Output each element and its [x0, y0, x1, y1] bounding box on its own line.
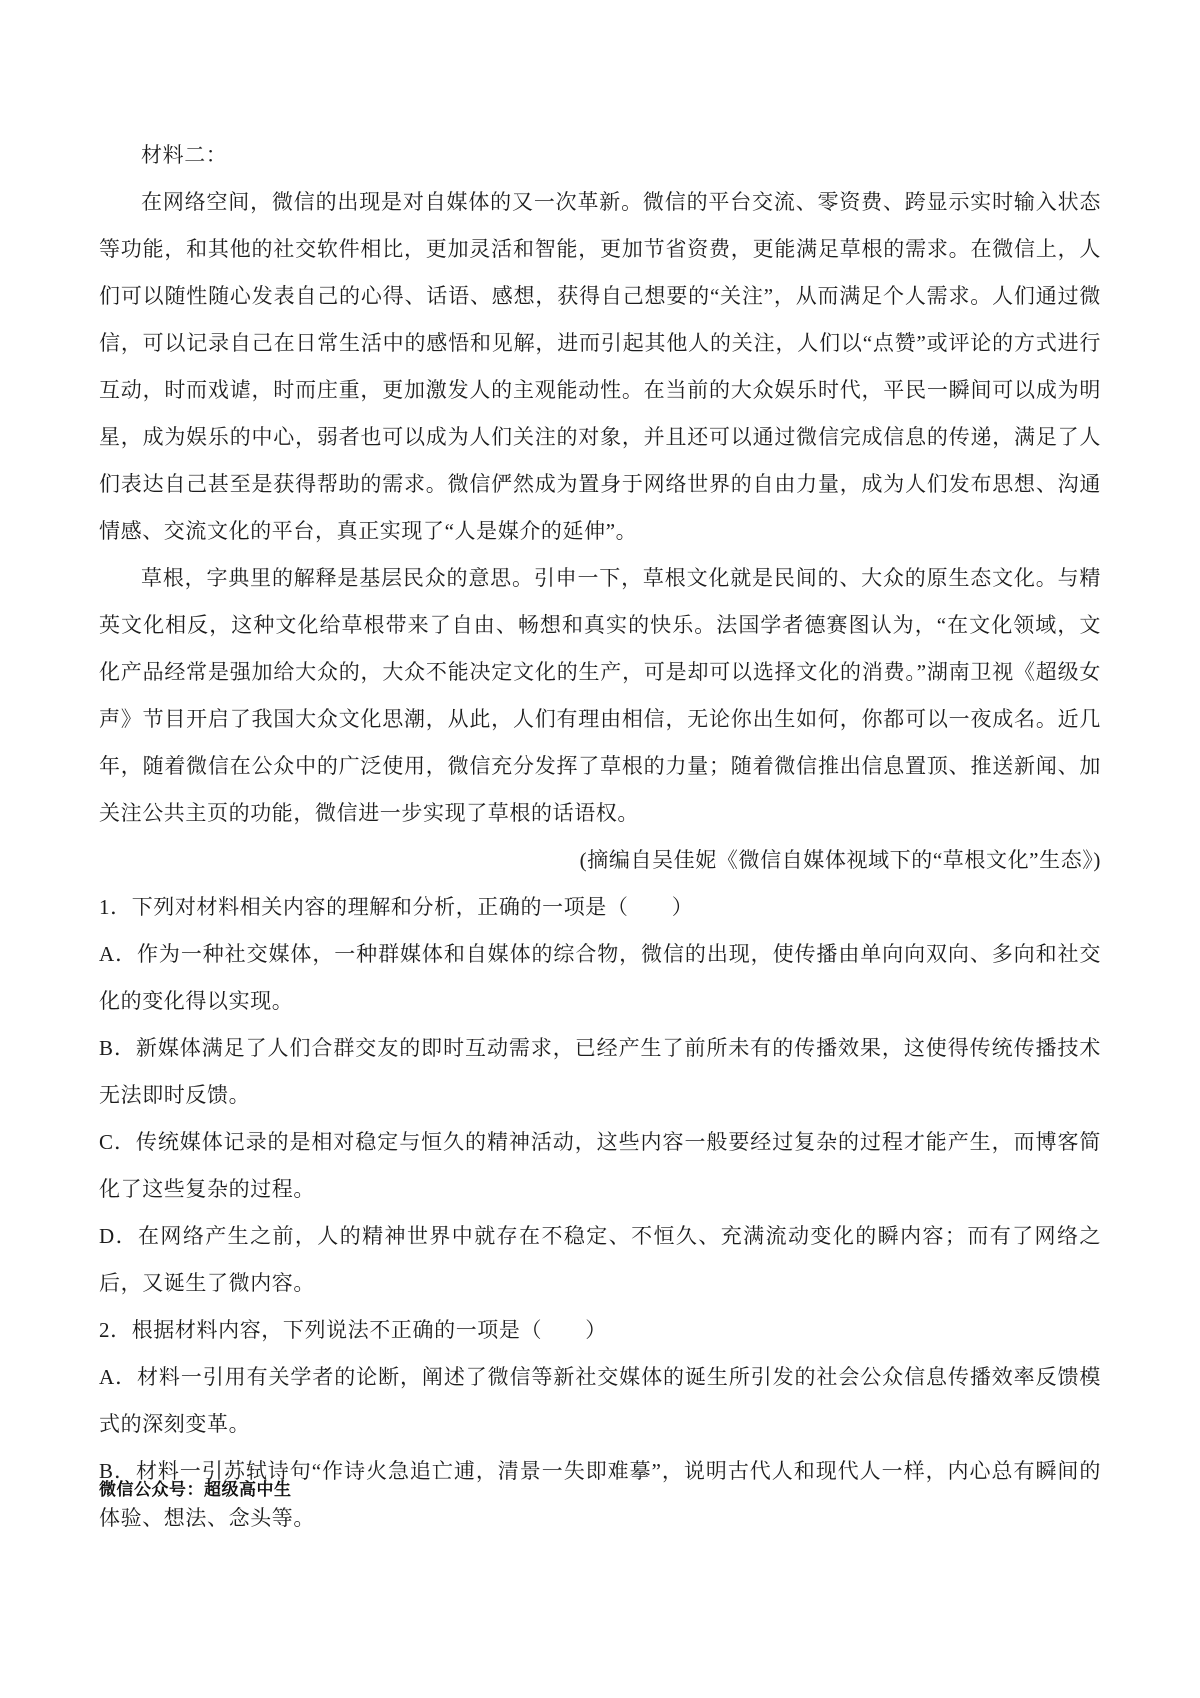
- source-attribution: (摘编自吴佳妮《微信自媒体视域下的“草根文化”生态》): [579, 848, 1101, 872]
- question-1-option-b: B．新媒体满足了人们合群交友的即时互动需求，已经产生了前所未有的传播效果，这使得传统传播技术无法即时反馈。: [99, 1036, 1101, 1107]
- question-2-stem: 2．根据材料内容，下列说法不正确的一项是（ ）: [99, 1318, 607, 1342]
- question-1-option-d: D．在网络产生之前，人的精神世界中就存在不稳定、不恒久、充满流动变化的瞬内容；而有了网络之后，又诞生了微内容。: [99, 1224, 1101, 1295]
- body-paragraph-1: 在网络空间，微信的出现是对自媒体的又一次革新。微信的平台交流、零资费、跨显示实时输入状态等功能，和其他的社交软件相比，更加灵活和智能，更加节省资费，更能满足草根的需求。在微信上，人们可以随性随心发表自己的心得、话语、感想，获得自己想要的“关注”，从而满足个人需求。人们通过微信，可以记录自己在日常生活中的感悟和见解，进而引起其他人的关注，人们以“点赞”或评论的方式进行互动，时而戏谑，时而庄重，更加激发人的主观能动性。在当前的大众娱乐时代，平民一瞬间可以成为明星，成为娱乐的中心，弱者也可以成为人们关注的对象，并且还可以通过微信完成信息的传递，满足了人们表达自己甚至是获得帮助的需求。微信俨然成为置身于网络世界的自由力量，成为人们发布思想、沟通情感、交流文化的平台，真正实现了“人是媒介的延伸”。: [99, 190, 1101, 543]
- question-1-option-c: C．传统媒体记录的是相对稳定与恒久的精神活动，这些内容一般要经过复杂的过程才能产生，而博客简化了这些复杂的过程。: [99, 1130, 1101, 1201]
- footer-watermark: 微信公众号：超级高中生: [99, 1480, 292, 1499]
- question-1-option-a: A．作为一种社交媒体，一种群媒体和自媒体的综合物，微信的出现，使传播由单向向双向、多向和社交化的变化得以实现。: [99, 942, 1101, 1013]
- question-2-option-a: A．材料一引用有关学者的论断，阐述了微信等新社交媒体的诞生所引发的社会公众信息传播效率反馈模式的深刻变革。: [99, 1365, 1101, 1436]
- question-1-stem: 1．下列对材料相关内容的理解和分析，正确的一项是（ ）: [99, 895, 694, 919]
- question-2-option-b: B．材料一引苏轼诗句“作诗火急追亡逋，清景一失即难摹”，说明古代人和现代人一样，内心总有瞬间的体验、想法、念头等。: [99, 1459, 1101, 1530]
- body-paragraph-2: 草根，字典里的解释是基层民众的意思。引申一下，草根文化就是民间的、大众的原生态文化。与精英文化相反，这种文化给草根带来了自由、畅想和真实的快乐。法国学者德赛图认为，“在文化领域，文化产品经常是强加给大众的，大众不能决定文化的生产，可是却可以选择文化的消费。”湖南卫视《超级女声》节目开启了我国大众文化思潮，从此，人们有理由相信，无论你出生如何，你都可以一夜成名。近几年，随着微信在公众中的广泛使用，微信充分发挥了草根的力量；随着微信推出信息置顶、推送新闻、加关注公共主页的功能，微信进一步实现了草根的话语权。: [99, 566, 1101, 825]
- material-two-heading: 材料二：: [141, 143, 228, 167]
